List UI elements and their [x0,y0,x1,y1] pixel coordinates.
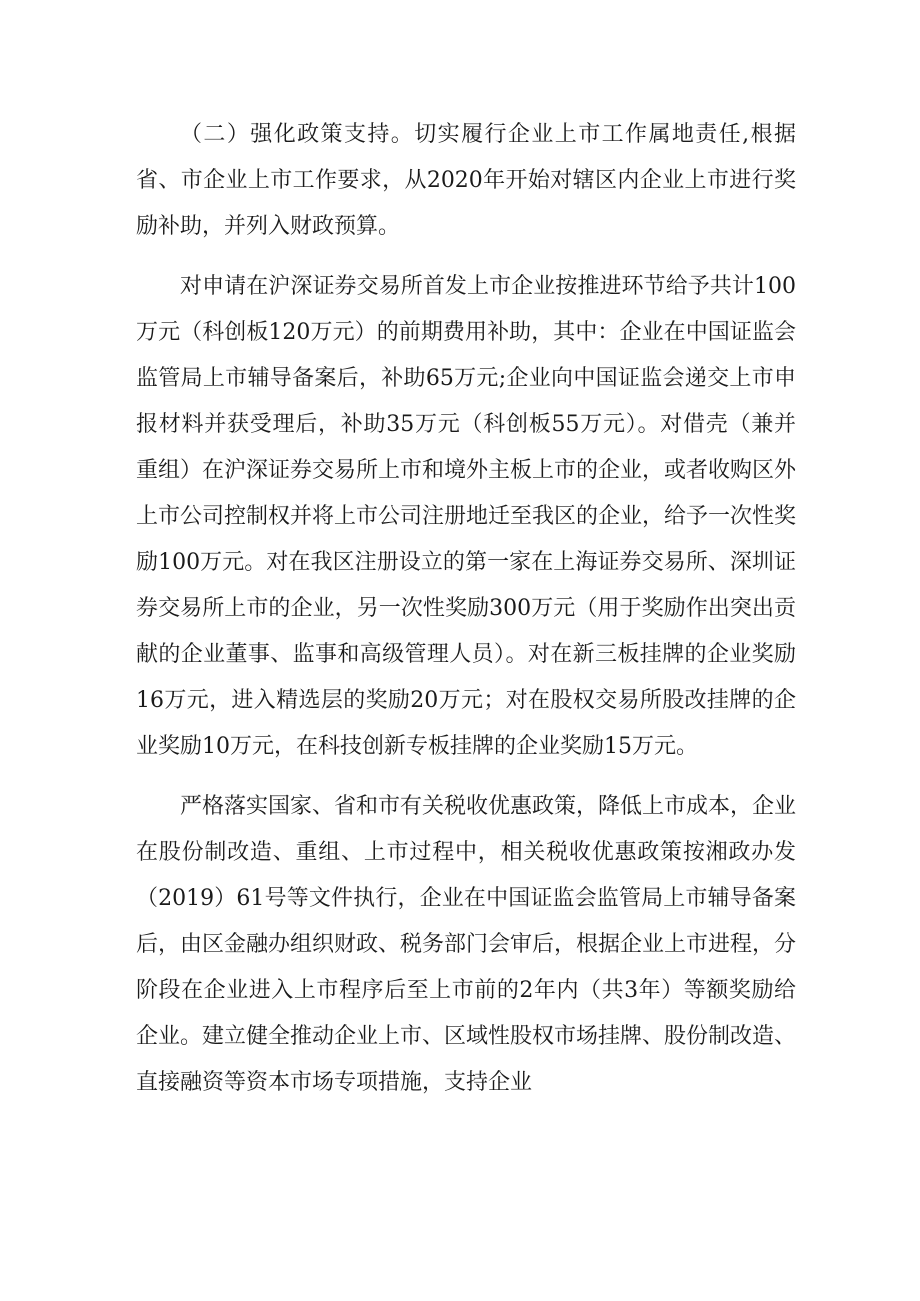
document-body [136,112,796,1120]
paragraph-policy-support: （二）强化政策支持。切实履行企业上市工作属地责任,根据省、市企业上市工作要求，从2020年开始对辖区内企业上市进行奖励补助，并列入财政预算。 [136,122,796,239]
paragraph-listing-subsidy: 对申请在沪深证券交易所首发上市企业按推进环节给予共计100万元（科创板120万元）的前期费用补助，其中：企业在中国证监会监管局上市辅导备案后，补助65万元;企业向中国证监会递交上市申报材料并获受理后，补助35万元（科创板55万元）。对借壳（兼并重组）在沪深证券交易所上市和境外主板上市的企业，或者收购区外上市公司控制权并将上市公司注册地迁至我区的企业，给予一次性奖励100万元。对在我区注册设立的第一家在上海证券交易所、深圳证券交易所上市的企业，另一次性奖励300万元（用于奖励作出突出贡献的企业董事、监事和高级管理人员）。对在新三板挂牌的企业奖励16万元，进入精选层的奖励20万元；对在股权交易所股改挂牌的企业奖励10万元，在科技创新专板挂牌的企业奖励15万元。 [136,274,797,759]
paragraph-tax-incentive: 严格落实国家、省和市有关税收优惠政策，降低上市成本，企业在股份制改造、重组、上市过程中，相关税收优惠政策按湘政办发（2019）61号等文件执行，企业在中国证监会监管局上市辅导备案后，由区金融办组织财政、税务部门会审后，根据企业上市进程，分阶段在企业进入上市程序后至上市前的2年内（共3年）等额奖励给企业。建立健全推动企业上市、区域性股权市场挂牌、股份制改造、直接融资等资本市场专项措施，支持企业 [136,794,797,1095]
